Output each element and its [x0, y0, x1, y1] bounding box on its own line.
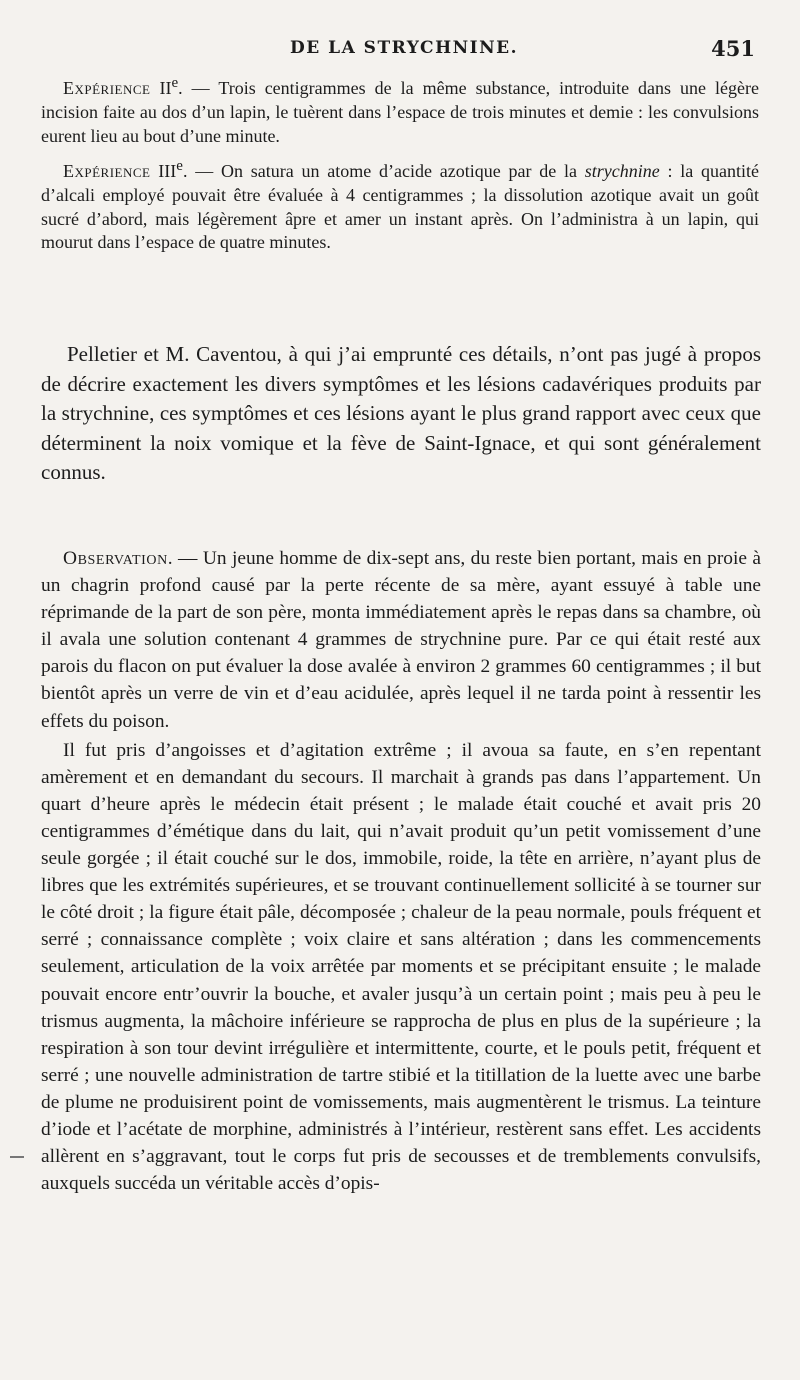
experiment-label: Expérience — [63, 160, 151, 181]
experiment-label: Expérience — [63, 78, 151, 98]
experiment-numeral: II — [159, 78, 172, 98]
page-number: 451 — [711, 36, 755, 61]
running-head: DE LA STRYCHNINE. — [290, 38, 519, 58]
experiment-italic-term: strychnine — [584, 160, 660, 181]
observation-paragraph-2: Il fut pris d’angoisses et d’agitation extrême ; il avoua sa faute, en s’en repentant amèrement et en demandant du secours. Il marchait à grands pas dans l’appartement. Un quart d’heure après le médecin était présent ; le malade était couché et avait pris 20 centigrammes d’émétique dans du lait, qui n’avait produit qu’un petit vomissement d’une seule gorgée ; il était couché sur le dos, immobile, roide, la tête en arrière, n’ayant plus de libres que les extrémités supérieures, et se trouvant continuellement sollicité à se tourner sur le côté droit ; la figure était pâle, décomposée ; chaleur de la peau normale, pouls fréquent et serré ; connaissance complète ; voix claire et sans altération ; dans les commencements seulement, articulation de la voix arrêtée par moments et se précipitant ensuite ; le malade pouvait encore entr’ouvrir la bouche, et avaler jusqu’à un certain point ; mais peu à peu le trismus augmenta, la mâchoire inférieure se rapprocha de plus en plus de la supérieure ; la respiration à son tour devint irrégulière et intermittente, courte, et le pouls petit, fréquent et serré ; une nouvelle administration de tartre stibié et la titillation de la luette avec une barbe de plume ne produisirent point de vomissements, mais augmentèrent le trismus. La teinture d’iode et l’acétate de morphine, administrés à l’intérieur, restèrent sans effet. Les accidents allèrent en s’aggravant, tout le corps fut pris de secousses et de tremblements convulsifs, auxquels succéda un véritable accès d’opis- — [41, 739, 761, 1195]
experiment-numeral-suffix: e — [171, 75, 179, 91]
experiments-section — [41, 72, 759, 261]
experiment-numeral: III — [158, 160, 177, 181]
experiment-text: . — Trois centigrammes de la même substance, introduite dans une légère incision faite au dos d’un lapin, le tuèrent dans l’espace de trois minutes et demie : les convulsions eurent lieu au bout d’une minute. — [41, 78, 759, 146]
observation-paragraph-1 — [41, 545, 761, 735]
main-paragraph: Pelletier et M. Caventou, à qui j’ai emprunté ces détails, n’ont pas jugé à propos de décrire exactement les divers symptômes et les lésions cadavériques produits par la strychnine, ces symptômes et ces lésions ayant le plus grand rapport avec ceux que déterminent la noix vomique et la fève de Saint-Ignace, et qui sont généralement connus. — [41, 342, 761, 485]
observation-label: Observation — [63, 548, 168, 569]
main-text-section — [41, 340, 761, 488]
experiment-text-after: : la quantité d’alcali employé pouvait être évaluée à 4 centigrammes ; la dissolution azotique avait un goût sucré d’abord, mais légèrement âpre et amer un instant après. On l’administra à un lapin, qui mourut dans l’espace de quatre minutes. — [41, 160, 760, 253]
experiment-3-paragraph — [41, 155, 759, 256]
experiment-numeral-suffix: e — [176, 157, 183, 174]
experiment-2-paragraph — [41, 72, 759, 149]
margin-mark — [10, 1156, 24, 1158]
experiment-text-before: . — On satura un atome d’acide azotique par de la — [182, 160, 585, 181]
page-header — [0, 38, 800, 68]
observation-section — [41, 545, 761, 1199]
observation-text: . — Un jeune homme de dix-sept ans, du reste bien portant, mais en proie à un chagrin profond causé par la perte récente de sa mère, ayant essuyé à table une réprimande de la part de son père, monta immédiatement après le repas dans sa chambre, où il avala une solution contenant 4 grammes de strychnine pure. Par ce qui était resté aux parois du flacon on put évaluer la dose avalée à environ 2 grammes 60 centigrammes ; il but bientôt après un verre de vin et d’eau acidulée, après lequel il ne tarda point à ressentir les effets du poison. — [41, 548, 761, 732]
